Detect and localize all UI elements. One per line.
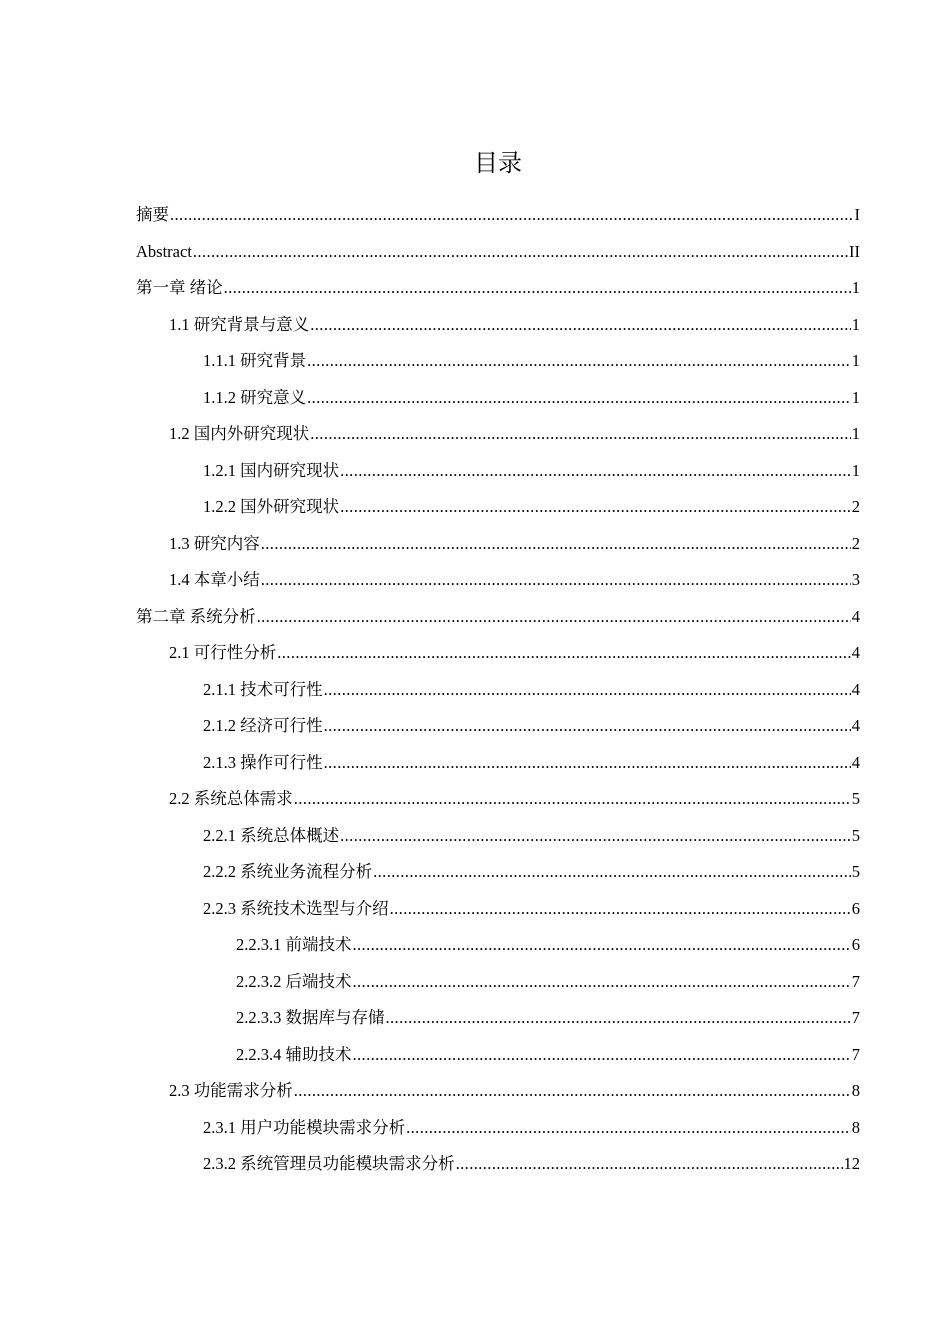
toc-entry-page-number: 5 [851,825,860,845]
toc-entry-label: 2.2.3.1 前端技术 [236,935,352,954]
dot-leader [373,854,851,891]
toc-entry[interactable] [136,416,860,453]
dot-leader [340,489,851,526]
toc-entry[interactable] [136,1146,860,1183]
toc-entry[interactable] [136,1037,860,1074]
dot-leader [340,453,851,490]
dot-leader [193,234,848,271]
toc-entry[interactable] [136,891,860,928]
toc-entry-label: 摘要 [136,205,169,224]
toc-entry[interactable] [136,380,860,417]
toc-entry-label: 2.2.3.4 辅助技术 [236,1044,352,1064]
toc-entry[interactable] [136,307,860,344]
toc-entry[interactable] [136,781,860,818]
dot-leader [261,562,851,599]
toc-entry[interactable] [136,1110,860,1147]
toc-entry-label: 1.2 国内外研究现状 [169,424,310,443]
dot-leader [307,343,851,380]
toc-entry[interactable] [136,927,860,964]
toc-entry-label: 1.3 研究内容 [169,533,260,553]
toc-entry[interactable] [136,745,860,782]
toc-entry[interactable] [136,1000,860,1037]
toc-entry-label: 2.2.2 系统业务流程分析 [203,862,373,881]
toc-entry-page-number: 12 [843,1154,860,1173]
toc-entry-page-number: 1 [851,278,860,297]
toc-entry-page-number: 1 [851,351,860,370]
dot-leader [310,416,851,453]
toc-entry-page-number: 4 [851,716,860,735]
toc-entry-page-number: 6 [851,898,860,918]
toc-entry-label: 2.1.1 技术可行性 [203,679,323,699]
toc-entry-page-number: 5 [851,789,860,808]
toc-entry-page-number: 7 [851,971,860,991]
toc-entry-label: 2.2.1 系统总体概述 [203,825,340,845]
dot-leader [340,818,851,855]
toc-entry-page-number: 7 [851,1008,860,1027]
toc-entry-page-number: 4 [851,752,860,772]
toc-entry[interactable] [136,1073,860,1110]
toc-entry[interactable] [136,599,860,636]
toc-entry-page-number: 1 [851,314,860,334]
toc-entry[interactable] [136,270,860,307]
dot-leader [310,307,851,344]
dot-leader [324,745,851,782]
toc-entry[interactable] [136,197,860,234]
toc-entry-label: 第一章 绪论 [136,278,223,297]
toc-entry-page-number: 1 [851,460,860,480]
toc-entry-page-number: 8 [851,1081,860,1100]
toc-entry[interactable] [136,672,860,709]
toc-entry-label: 1.1.2 研究意义 [203,387,307,407]
toc-entry-page-number: 7 [851,1044,860,1064]
toc-entry-page-number: 4 [851,606,860,626]
dot-leader [353,927,851,964]
dot-leader [324,672,851,709]
toc-entry-page-number: II [849,241,860,261]
toc-entry-page-number: 2 [851,497,860,516]
dot-leader [170,197,854,234]
toc-entry-page-number: 5 [851,862,860,881]
toc-entry[interactable] [136,854,860,891]
toc-entry-label: 1.1 研究背景与意义 [169,314,310,334]
toc-entry-page-number: 6 [851,935,860,954]
dot-leader [353,1037,851,1074]
dot-leader [353,964,851,1001]
toc-entry-page-number: 1 [851,424,860,443]
toc-entry-label: 2.2.3.3 数据库与存储 [236,1008,385,1027]
toc-entry-page-number: 8 [851,1117,860,1137]
toc-title: 目录 [474,149,522,177]
toc-entry-label: 1.2.1 国内研究现状 [203,460,340,480]
toc-entry-label: 2.2 系统总体需求 [169,789,293,808]
toc-entry-label: 2.1 可行性分析 [169,643,277,662]
toc-entry-label: 1.4 本章小结 [169,570,260,589]
toc-entry[interactable] [136,526,860,563]
toc-entry-label: 2.2.3 系统技术选型与介绍 [203,898,389,918]
dot-leader [390,891,851,928]
toc-entry-page-number: 1 [851,387,860,407]
toc-entry-page-number: 4 [851,679,860,699]
toc-entry[interactable] [136,562,860,599]
dot-leader [294,781,851,818]
toc-entry[interactable] [136,818,860,855]
toc-entry[interactable] [136,489,860,526]
toc-entry-label: 1.1.1 研究背景 [203,351,307,370]
toc-entry-label: 2.2.3.2 后端技术 [236,971,352,991]
dot-leader [261,526,851,563]
dot-leader [294,1073,851,1110]
toc-entry-label: 1.2.2 国外研究现状 [203,497,340,516]
dot-leader [277,635,851,672]
toc-entry-label: 2.3.2 系统管理员功能模块需求分析 [203,1154,455,1173]
toc-entry[interactable] [136,964,860,1001]
dot-leader [386,1000,851,1037]
toc-entry[interactable] [136,453,860,490]
toc-entry-page-number: 4 [851,643,860,662]
dot-leader [324,708,851,745]
toc-entry-page-number: 3 [851,570,860,589]
toc-entry-label: 第二章 系统分析 [136,606,256,626]
toc-entry[interactable] [136,708,860,745]
toc-entry[interactable] [136,635,860,672]
dot-leader [456,1146,843,1183]
dot-leader [307,380,851,417]
toc-entry-label: 2.1.2 经济可行性 [203,716,323,735]
toc-entry-label: Abstract [136,241,192,261]
toc-entry-label: 2.1.3 操作可行性 [203,752,323,772]
toc-entry-page-number: I [854,205,860,224]
toc-entry-label: 2.3 功能需求分析 [169,1081,293,1100]
toc-entry[interactable] [136,234,860,271]
toc-entry[interactable] [136,343,860,380]
toc-entry-label: 2.3.1 用户功能模块需求分析 [203,1117,406,1137]
toc-entry-page-number: 2 [851,533,860,553]
dot-leader [224,270,851,307]
dot-leader [406,1110,851,1147]
dot-leader [257,599,851,636]
table-of-contents [136,197,860,1183]
